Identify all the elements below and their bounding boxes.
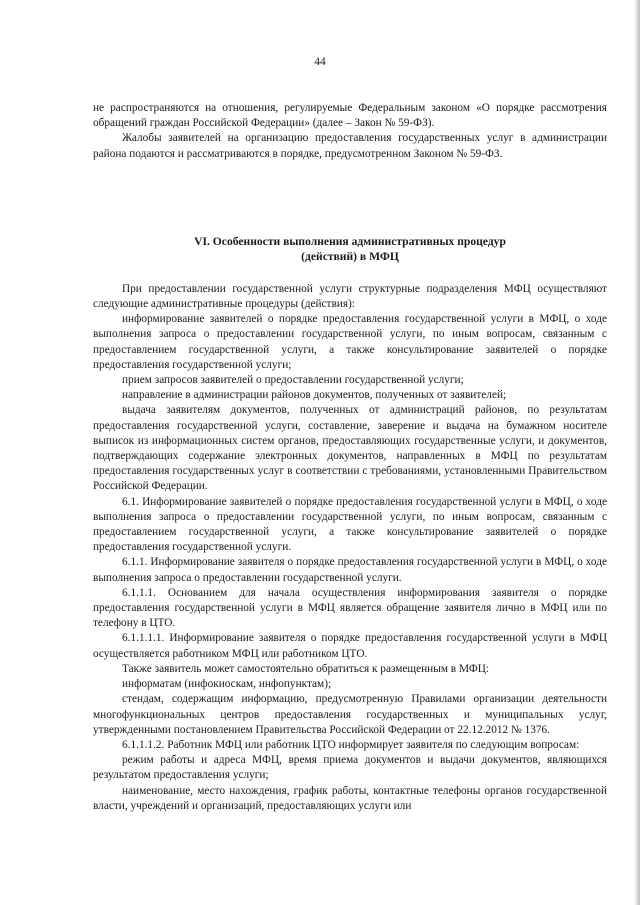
body-paragraph-10: Также заявитель может самостоятельно обратиться к размещенным в МФЦ: [122,662,490,675]
body-paragraph-11: информатам (инфокиоскам, инфопунктам); [122,678,332,691]
body-paragraph-13: 6.1.1.1.2. Работник МФЦ или работник ЦТО информирует заявителя по следующим вопросам: [122,738,580,751]
intro-paragraph-2: Жалобы заявителей на организацию предоставления государственных услуг в администрации района подаются и рассматриваются в порядке, предусмотренном Законом № 59-ФЗ. [93,132,607,160]
body-paragraph-7: 6.1.1. Информирование заявителя о порядке предоставления государственной услуги в МФЦ, о ходе выполнения запроса о предоставлении государственной услуги. [93,556,607,584]
section-heading-line-2: (действий) в МФЦ [301,250,399,264]
body-paragraph-6: 6.1. Информирование заявителей о порядке предоставления государственной услуги в МФЦ, о ходе выполнения запроса о предоставлении государственной услуги, по иным вопросам, связанным с предоставлением государственной услуги, а также консультирование заявителей о порядке предоставления государственной услуги. [93,495,607,554]
body-paragraph-3: прием запросов заявителей о предоставлении государственной услуги; [122,374,464,387]
body-paragraph-4: направление в администрации районов документов, полученных от заявителей; [122,389,507,402]
body-paragraph-14: режим работы и адреса МФЦ, время приема документов и выдачи документов, являющихся результатом предоставления услуги; [93,754,607,782]
body-paragraph-1: При предоставлении государственной услуги структурные подразделения МФЦ осуществляют следующие административные процедуры (действия): [93,282,607,311]
body-paragraph-5: выдача заявителям документов, полученных от администраций районов, по результатам предоставления государственной услуги, составление, заверение и выдача на бумажном носителе выписок из информационных систем органов, предоставляющих государственные услуги, и документов, подтверждающих содержание электронных документов, направленных в МФЦ по результатам предоставления государственных услуг в соответствии с требованиями, установленными Правительством Российской Федерации. [93,404,607,493]
document-body [93,101,607,814]
section-heading [93,234,607,265]
body-paragraph-8: 6.1.1.1. Основанием для начала осуществления информирования заявителя о порядке предоставления государственной услуги в МФЦ является обращение заявителя лично в МФЦ или по телефону в ЦТО. [93,586,607,630]
body-paragraph-9: 6.1.1.1.1. Информирование заявителя о порядке предоставления государственной услуги в МФЦ осуществляется работником МФЦ или работником ЦТО. [93,632,607,660]
body-paragraph-15: наименование, место нахождения, график работы, контактные телефоны органов государственной власти, учреждений и организаций, предоставляющих услуги или [93,784,607,812]
page-number: 44 [314,56,326,68]
body-paragraph-2: информирование заявителей о порядке предоставления государственной услуги в МФЦ, о ходе выполнения запроса о предоставлении государственной услуги, по иным вопросам, связанным с предоставлением государственной услуги, а также консультирование заявителей о порядке предоставления государственной услуги; [93,313,607,371]
section-heading-line-1: VI. Особенности выполнения административных процедур [194,234,506,248]
scan-edge-shadow [634,0,640,905]
intro-paragraph-1: не распространяются на отношения, регулируемые Федеральным законом «О порядке рассмотрения обращений граждан Российской Федерации» (далее – Закон № 59-ФЗ). [93,102,607,130]
body-paragraph-12: стендам, содержащим информацию, предусмотренную Правилами организации деятельности многофункциональных центров предоставления государственных и муниципальных услуг, утвержденными постановлением Правительства Российской Федерации от 22.12.2012 № 1376. [93,693,607,736]
